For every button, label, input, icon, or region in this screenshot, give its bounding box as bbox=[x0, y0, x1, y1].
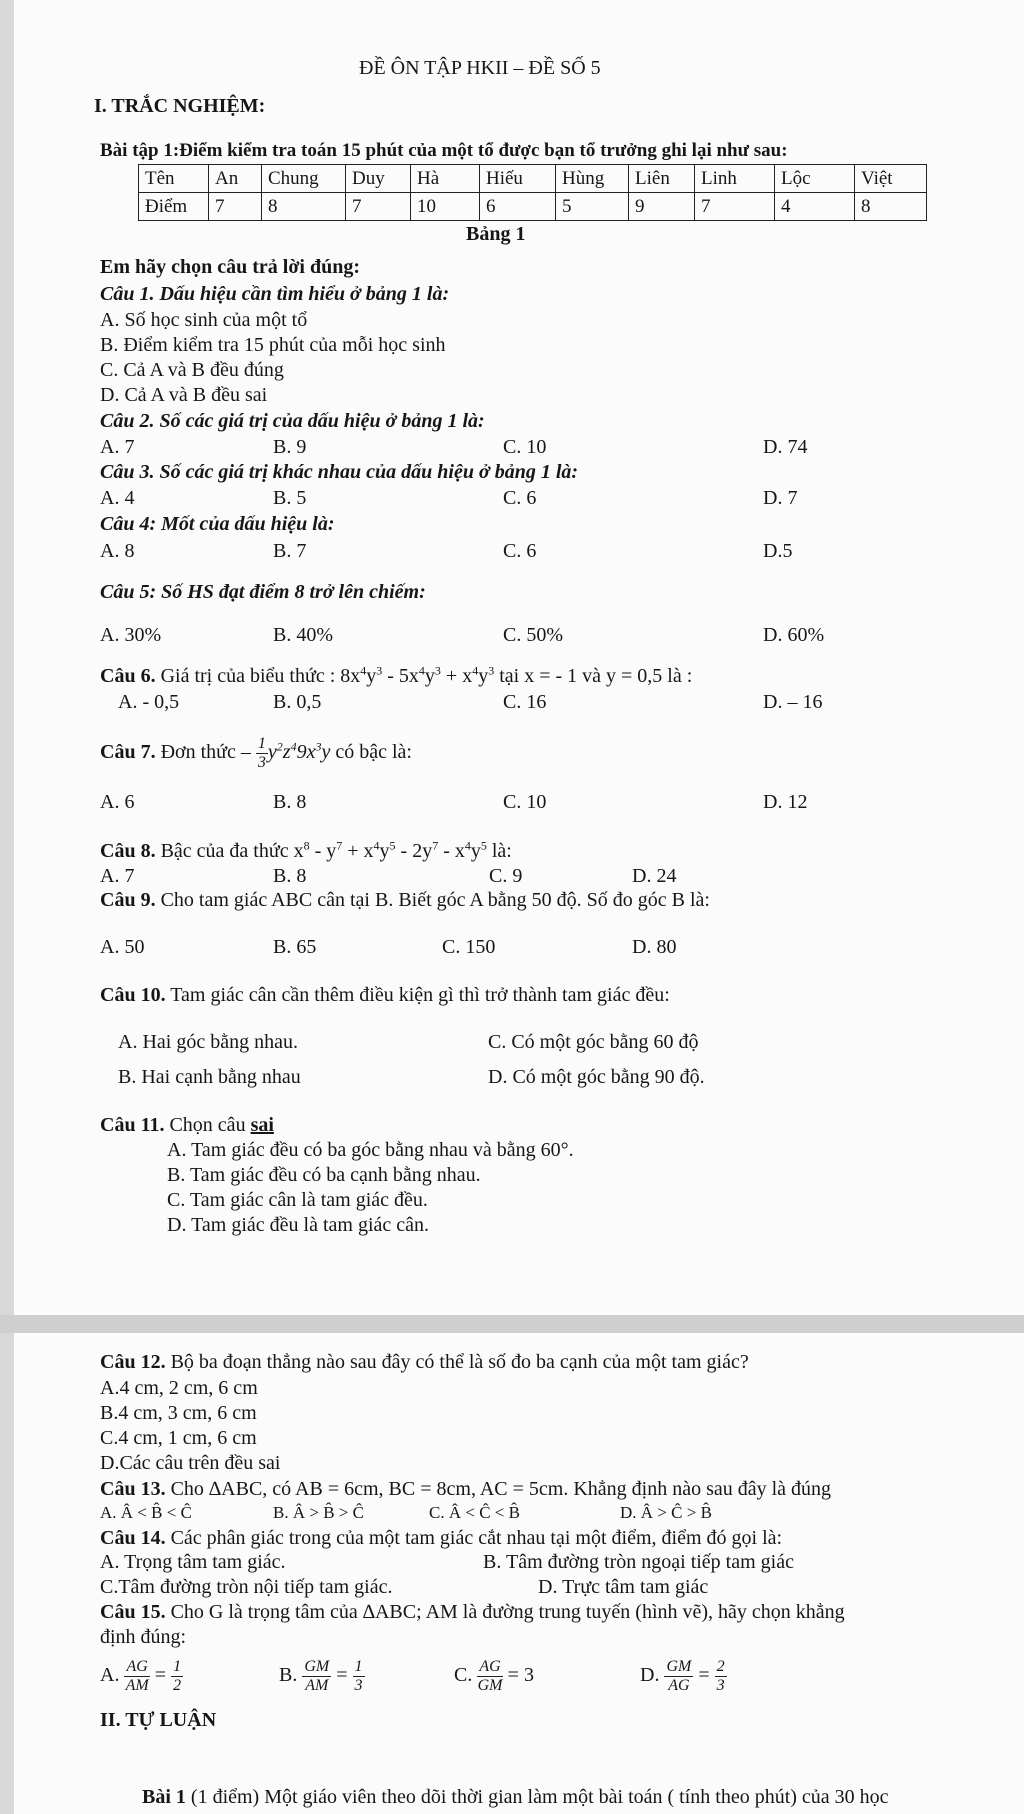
question-7-option-a: A. 6 bbox=[100, 791, 135, 813]
question-9-option-a: A. 50 bbox=[100, 936, 145, 958]
question-1-option-b: B. Điểm kiểm tra 15 phút của mỗi học sinh bbox=[100, 334, 446, 356]
question-4-stem: Câu 4: Mốt của dấu hiệu là: bbox=[100, 513, 335, 535]
fraction: $\frac{1}{2}$ bbox=[173, 1658, 182, 1694]
question-13-option-c: C. Â < Ĉ < B̂ bbox=[429, 1503, 520, 1522]
question-12-stem bbox=[100, 1350, 749, 1374]
fraction: $\frac{1}{3}$ bbox=[354, 1658, 363, 1694]
exercise-1-heading: Bài tập 1:Điểm kiểm tra toán 15 phút của một tổ được bạn tổ trưởng ghi lại như sau: bbox=[100, 140, 788, 161]
problem-1-label: Bài 1 bbox=[142, 1786, 186, 1808]
question-8-polynomial: $x^8 - y^7 + x^4y^5 - 2y^7 - x^4y^5$ bbox=[293, 838, 487, 862]
question-12-option-c: C.4 cm, 1 cm, 6 cm bbox=[100, 1427, 257, 1449]
question-9-option-c: C. 150 bbox=[442, 936, 496, 958]
question-15-label: Câu 15. bbox=[100, 1601, 166, 1623]
option-letter: D. bbox=[640, 1664, 660, 1687]
question-11-option-b: B. Tam giác đều có ba cạnh bằng nhau. bbox=[167, 1164, 481, 1186]
question-2-option-d: D. 74 bbox=[763, 436, 808, 458]
table-cell: 9 bbox=[629, 193, 695, 221]
table-row bbox=[139, 193, 927, 221]
option-letter: C. bbox=[454, 1664, 473, 1687]
question-10-option-a: A. Hai góc bằng nhau. bbox=[118, 1031, 298, 1053]
question-3-option-c: C. 6 bbox=[503, 487, 537, 509]
table-cell: Tên bbox=[139, 165, 209, 193]
problem-1-text: (1 điểm) Một giáo viên theo dõi thời gian làm một bài toán ( tính theo phút) của 30 học bbox=[190, 1786, 889, 1808]
question-10-text: Tam giác cân cần thêm điều kiện gì thì trở thành tam giác đều: bbox=[170, 984, 670, 1006]
question-8-option-d: D. 24 bbox=[632, 865, 677, 887]
table-cell: Chung bbox=[262, 165, 346, 193]
question-6-option-c: C. 16 bbox=[503, 691, 547, 713]
fraction: $\frac{GM}{AG}$ bbox=[666, 1658, 692, 1694]
question-4-option-d: D.5 bbox=[763, 540, 793, 562]
question-9-text: Cho tam giác ABC cân tại B. Biết góc A bằng 50 độ. Số đo góc B là: bbox=[160, 889, 710, 911]
table-cell: Hùng bbox=[556, 165, 629, 193]
question-6-option-a: A. - 0,5 bbox=[118, 691, 180, 713]
question-11-keyword: sai bbox=[250, 1114, 274, 1136]
question-2-option-a: A. 7 bbox=[100, 436, 135, 458]
page-gap bbox=[0, 1315, 1024, 1333]
document-page-2 bbox=[14, 1333, 1024, 1814]
question-3-option-a: A. 4 bbox=[100, 487, 135, 509]
question-11-option-d: D. Tam giác đều là tam giác cân. bbox=[167, 1214, 430, 1236]
page-title: ĐỀ ÔN TẬP HKII – ĐỀ SỐ 5 bbox=[359, 57, 601, 79]
question-10-stem bbox=[100, 983, 670, 1007]
question-9-stem bbox=[100, 888, 710, 912]
fraction: $\frac{AG}{GM}$ bbox=[477, 1658, 503, 1694]
question-8-stem bbox=[100, 839, 512, 863]
score-table bbox=[138, 164, 927, 221]
question-15-text-line-2: định đúng: bbox=[100, 1626, 187, 1648]
question-9-option-b: B. 65 bbox=[273, 936, 317, 958]
table-cell: Việt bbox=[855, 165, 927, 193]
question-7-option-d: D. 12 bbox=[763, 791, 808, 813]
question-15-option-d: D. $\frac{GM}{AG}$ = $\frac{2}{3}$ bbox=[640, 1658, 725, 1694]
question-15-option-c: C. $\frac{AG}{GM}$ = 3 bbox=[454, 1658, 534, 1694]
table-cell: 7 bbox=[346, 193, 411, 221]
table-cell: 8 bbox=[855, 193, 927, 221]
table-cell: 7 bbox=[209, 193, 262, 221]
question-9-label: Câu 9. bbox=[100, 889, 156, 911]
table-cell: Hà bbox=[411, 165, 480, 193]
question-8-label: Câu 8. bbox=[100, 840, 156, 862]
question-3-option-b: B. 5 bbox=[273, 487, 307, 509]
question-8-text: Bậc của đa thức bbox=[160, 840, 289, 862]
question-13-text: Cho ∆ABC, có AB = 6cm, BC = 8cm, AC = 5cm. Khẳng định nào sau đây là đúng bbox=[170, 1478, 832, 1500]
fraction: $\frac{AG}{AM}$ bbox=[125, 1658, 149, 1694]
question-12-option-d: D.Các câu trên đều sai bbox=[100, 1452, 281, 1474]
question-11-label: Câu 11. bbox=[100, 1114, 165, 1136]
table-cell: Lộc bbox=[775, 165, 855, 193]
question-12-option-a: A.4 cm, 2 cm, 6 cm bbox=[100, 1377, 258, 1399]
question-10-label: Câu 10. bbox=[100, 984, 166, 1006]
question-11-option-c: C. Tam giác cân là tam giác đều. bbox=[167, 1189, 428, 1211]
question-10-option-d: D. Có một góc bằng 90 độ. bbox=[488, 1066, 705, 1088]
question-14-stem bbox=[100, 1526, 782, 1550]
option-letter: A. bbox=[100, 1664, 120, 1687]
question-5-stem: Câu 5: Số HS đạt điểm 8 trở lên chiếm: bbox=[100, 581, 426, 603]
essay-problem-1 bbox=[142, 1785, 889, 1809]
question-12-option-b: B.4 cm, 3 cm, 6 cm bbox=[100, 1402, 257, 1424]
question-5-option-c: C. 50% bbox=[503, 624, 563, 646]
fraction: $\frac{1}{3}$ bbox=[257, 735, 266, 771]
question-6-text: Giá trị của biểu thức : bbox=[160, 665, 336, 687]
instruction: Em hãy chọn câu trả lời đúng: bbox=[100, 256, 360, 278]
question-11-stem bbox=[100, 1113, 274, 1137]
table-row bbox=[139, 165, 927, 193]
question-4-option-c: C. 6 bbox=[503, 540, 537, 562]
question-7-stem bbox=[100, 735, 412, 772]
table-cell: An bbox=[209, 165, 262, 193]
section-heading-multiple-choice: I. TRẮC NGHIỆM: bbox=[94, 95, 266, 117]
question-15-text: Cho G là trọng tâm của ∆ABC; AM là đường trung tuyến (hình vẽ), hãy chọn khẳng bbox=[170, 1601, 845, 1623]
table-cell: 4 bbox=[775, 193, 855, 221]
question-11-text: Chọn câu bbox=[169, 1114, 246, 1136]
question-14-option-b: B. Tâm đường tròn ngoại tiếp tam giác bbox=[483, 1551, 794, 1573]
question-4-option-a: A. 8 bbox=[100, 540, 135, 562]
question-13-option-d: D. Â > Ĉ > B̂ bbox=[620, 1503, 712, 1522]
question-1-option-d: D. Cả A và B đều sai bbox=[100, 384, 268, 406]
question-6-text-end: tại x = - 1 và y = 0,5 là : bbox=[499, 665, 693, 687]
question-8-option-b: B. 8 bbox=[273, 865, 307, 887]
table-caption: Bảng 1 bbox=[466, 223, 526, 245]
question-13-option-b: B. Â > B̂ > Ĉ bbox=[273, 1503, 364, 1522]
question-6-option-d: D. – 16 bbox=[763, 691, 823, 713]
question-7-monomial: – $\frac{1}{3}$ $y^2z^49x^3y$ bbox=[240, 735, 331, 771]
question-7-text-end: có bậc là: bbox=[335, 741, 412, 764]
question-4-option-b: B. 7 bbox=[273, 540, 307, 562]
question-8-option-c: C. 9 bbox=[489, 865, 523, 887]
question-2-option-b: B. 9 bbox=[273, 436, 307, 458]
question-6-option-b: B. 0,5 bbox=[273, 691, 322, 713]
question-7-option-b: B. 8 bbox=[273, 791, 307, 813]
table-cell: Duy bbox=[346, 165, 411, 193]
fraction: $\frac{GM}{AM}$ bbox=[304, 1658, 330, 1694]
table-cell: 6 bbox=[480, 193, 556, 221]
question-14-option-a: A. Trọng tâm tam giác. bbox=[100, 1551, 286, 1573]
document-page-1 bbox=[14, 0, 1024, 1315]
question-6-label: Câu 6. bbox=[100, 665, 156, 687]
question-6-expression: $8x^4y^3 - 5x^4y^3 + x^4y^3$ bbox=[340, 663, 495, 687]
question-10-option-c: C. Có một góc bằng 60 độ bbox=[488, 1031, 699, 1053]
table-cell: 10 bbox=[411, 193, 480, 221]
question-3-stem: Câu 3. Số các giá trị khác nhau của dấu hiệu ở bảng 1 là: bbox=[100, 461, 579, 483]
question-13-stem bbox=[100, 1477, 831, 1501]
fraction: $\frac{2}{3}$ bbox=[716, 1658, 725, 1694]
table-cell: 7 bbox=[695, 193, 775, 221]
question-5-option-b: B. 40% bbox=[273, 624, 333, 646]
question-15-option-a: A. $\frac{AG}{AM}$ = $\frac{1}{2}$ bbox=[100, 1658, 182, 1694]
question-5-option-d: D. 60% bbox=[763, 624, 825, 646]
question-1-option-c: C. Cả A và B đều đúng bbox=[100, 359, 284, 381]
question-12-label: Câu 12. bbox=[100, 1351, 166, 1373]
question-2-stem: Câu 2. Số các giá trị của dấu hiệu ở bảng 1 là: bbox=[100, 410, 485, 432]
question-7-label: Câu 7. bbox=[100, 741, 156, 764]
section-heading-essay: II. TỰ LUẬN bbox=[100, 1709, 217, 1731]
table-cell: 5 bbox=[556, 193, 629, 221]
question-2-option-c: C. 10 bbox=[503, 436, 547, 458]
question-15-option-b: B. $\frac{GM}{AM}$ = $\frac{1}{3}$ bbox=[279, 1658, 363, 1694]
table-cell: Điểm bbox=[139, 193, 209, 221]
question-5-option-a: A. 30% bbox=[100, 624, 162, 646]
question-6-stem bbox=[100, 664, 692, 688]
table-cell: Linh bbox=[695, 165, 775, 193]
question-7-option-c: C. 10 bbox=[503, 791, 547, 813]
question-13-label: Câu 13. bbox=[100, 1478, 166, 1500]
question-15-stem bbox=[100, 1600, 845, 1624]
table-cell: Hiếu bbox=[480, 165, 556, 193]
question-8-text-end: là: bbox=[491, 840, 512, 862]
question-3-option-d: D. 7 bbox=[763, 487, 798, 509]
question-10-option-b: B. Hai cạnh bằng nhau bbox=[118, 1066, 301, 1088]
question-14-option-d: D. Trực tâm tam giác bbox=[538, 1576, 709, 1598]
table-cell: Liên bbox=[629, 165, 695, 193]
option-letter: B. bbox=[279, 1664, 298, 1687]
question-14-option-c: C.Tâm đường tròn nội tiếp tam giác. bbox=[100, 1576, 393, 1598]
question-1-stem: Câu 1. Dấu hiệu cần tìm hiểu ở bảng 1 là: bbox=[100, 283, 450, 305]
question-14-label: Câu 14. bbox=[100, 1527, 166, 1549]
question-7-text: Đơn thức bbox=[160, 741, 236, 764]
question-14-text: Các phân giác trong của một tam giác cắt nhau tại một điểm, điểm đó gọi là: bbox=[170, 1527, 783, 1549]
question-8-option-a: A. 7 bbox=[100, 865, 135, 887]
question-9-option-d: D. 80 bbox=[632, 936, 677, 958]
table-cell: 8 bbox=[262, 193, 346, 221]
question-12-text: Bộ ba đoạn thẳng nào sau đây có thể là số đo ba cạnh của một tam giác? bbox=[170, 1351, 749, 1373]
question-13-option-a: A. Â < B̂ < Ĉ bbox=[100, 1503, 192, 1522]
question-1-option-a: A. Số học sinh của một tổ bbox=[100, 309, 308, 331]
question-11-option-a: A. Tam giác đều có ba góc bằng nhau và bằng 60°. bbox=[167, 1139, 574, 1161]
